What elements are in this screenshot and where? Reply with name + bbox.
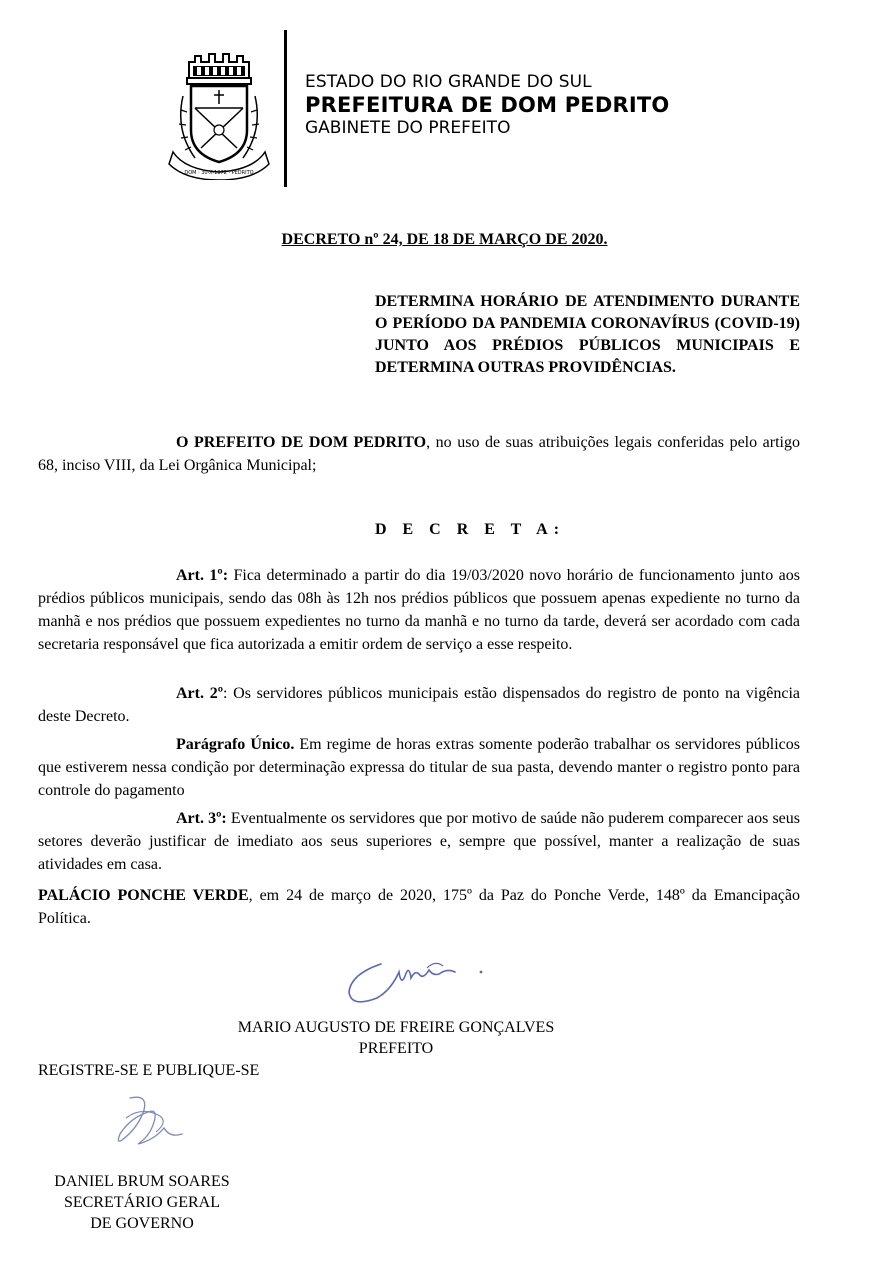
secretary-name: DANIEL BRUM SOARES: [54, 1173, 230, 1190]
secretary-role: SECRETÁRIO GERAL: [64, 1194, 220, 1211]
article-label: Art. 1º:: [176, 567, 229, 584]
article-2: [38, 682, 800, 728]
article-text: : Os servidores públicos municipais estão dispensados do registro de ponto na vigência deste Decreto.: [38, 685, 801, 725]
coat-of-arms-icon: [165, 40, 273, 180]
article-text: Eventualmente os servidores que por motivo de saúde não puderem comparecer aos seus setores deverão justificar de imediato aos seus superiores e, sempre que possível, manter a realização de suas atividades em casa.: [38, 810, 801, 873]
article-3: [38, 807, 800, 876]
mayor-signature-block: [0, 1017, 792, 1059]
svg-text:DOM · 30-X-1872 · PEDRITO: DOM · 30-X-1872 · PEDRITO: [184, 170, 254, 176]
decreta-heading: [0, 521, 760, 539]
prefecture-name: PREFEITURA DE DOM PEDRITO: [305, 93, 670, 117]
article-1: [38, 564, 800, 656]
closing-text: , em 24 de março de 2020, 175º da Paz do Ponche Verde, 148º da Emancipação Política.: [38, 887, 800, 927]
article-2-sole-paragraph: [38, 733, 800, 802]
decreta-label: D E C R E T A:: [374, 521, 566, 538]
article-label: Parágrafo Único.: [176, 736, 295, 753]
secretary-signature-block: [38, 1171, 246, 1234]
article-label: Art. 2º: [176, 685, 223, 702]
preamble-text: , no uso de suas atribuições legais conferidas pelo artigo 68, inciso VIII, da Lei Orgânica Municipal;: [38, 434, 800, 474]
mayor-name: MARIO AUGUSTO DE FREIRE GONÇALVES: [237, 1019, 555, 1036]
preamble-subject: O PREFEITO DE DOM PEDRITO: [176, 434, 427, 451]
mayor-signature: [343, 950, 493, 1008]
preamble: [38, 431, 800, 477]
decree-summary: DETERMINA HORÁRIO DE ATENDIMENTO DURANTE O PERÍODO DA PANDEMIA CORONAVÍRUS (COVID-19) JUNTO AOS PRÉDIOS PÚBLICOS MUNICIPAIS E DETERMINA OUTRAS PROVIDÊNCIAS.: [375, 293, 800, 376]
mayor-role: PREFEITO: [358, 1040, 434, 1057]
secretary-signature: [108, 1088, 198, 1154]
article-text: Fica determinado a partir do dia 19/03/2020 novo horário de funcionamento junto aos prédios públicos municipais, sendo das 08h às 12h nos prédios públicos que possuem apenas expediente no turno da manhã e nos prédios que possuem expedientes no turno da manhã e no turno da tarde, deverá ser acordado com cada secretaria responsável que fica autorizada a emitir ordem de serviço a esse respeito.: [38, 567, 801, 653]
article-label: Art. 3º:: [176, 810, 227, 827]
register-note: REGISTRE-SE E PUBLIQUE-SE: [38, 1062, 260, 1079]
closing-statement: [38, 884, 800, 930]
office-name: GABINETE DO PREFEITO: [305, 118, 511, 138]
decree-title: DECRETO nº 24, DE 18 DE MARÇO DE 2020.: [281, 231, 608, 248]
state-name: ESTADO DO RIO GRANDE DO SUL: [305, 72, 592, 92]
letterhead-divider: [284, 30, 287, 187]
article-text: Em regime de horas extras somente poderão trabalhar os servidores públicos que estiverem nessa condição por determinação expressa do titular de sua pasta, devendo manter o registro ponto para controle do pagamento: [38, 736, 800, 799]
letterhead-text: [305, 72, 669, 139]
closing-place: PALÁCIO PONCHE VERDE: [38, 887, 249, 904]
secretary-role-continued: DE GOVERNO: [90, 1215, 194, 1232]
